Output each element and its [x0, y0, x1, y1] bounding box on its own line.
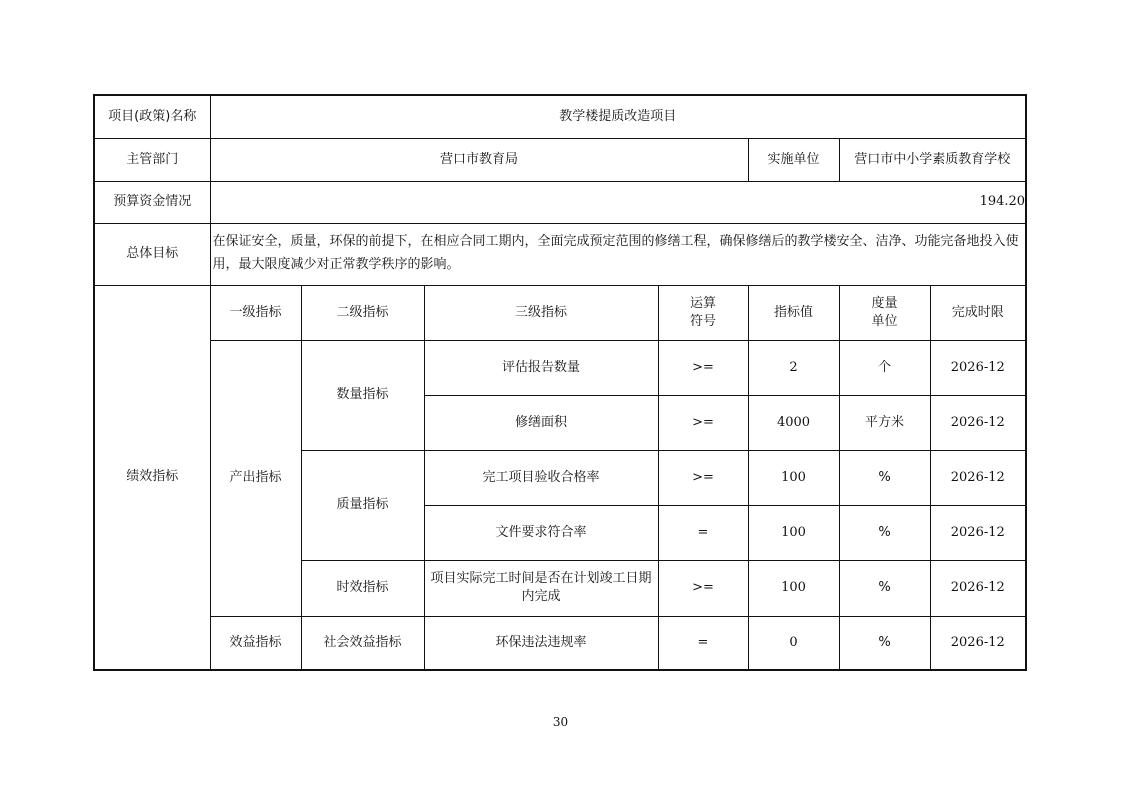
col-header-unit: 度量 单位 — [839, 285, 930, 340]
col-header-operator: 运算 符号 — [658, 285, 748, 340]
indicator-operator: = — [658, 616, 748, 670]
indicator-name: 完工项目验收合格率 — [424, 450, 658, 505]
performance-section-label: 绩效指标 — [94, 285, 210, 670]
indicator-unit: 平方米 — [839, 395, 930, 450]
col-header-level2: 二级指标 — [301, 285, 424, 340]
department-value: 营口市教育局 — [210, 138, 748, 181]
goal-value: 在保证安全，质量，环保的前提下，在相应合同工期内，全面完成预定范围的修缮工程，确保修缮后的教学楼安全、洁净、功能完备地投入使用，最大限度减少对正常教学秩序的影响。 — [210, 223, 1026, 285]
indicator-header-row — [94, 285, 1026, 340]
indicator-value: 0 — [748, 616, 839, 670]
indicator-value: 100 — [748, 560, 839, 616]
indicator-deadline: 2026-12 — [930, 450, 1026, 505]
indicator-operator: >= — [658, 340, 748, 395]
group-social: 社会效益指标 — [301, 616, 424, 670]
indicator-unit: 个 — [839, 340, 930, 395]
project-name-label: 项目(政策)名称 — [94, 95, 210, 138]
indicator-value: 2 — [748, 340, 839, 395]
table-row — [94, 616, 1026, 670]
department-label: 主管部门 — [94, 138, 210, 181]
indicator-deadline: 2026-12 — [930, 616, 1026, 670]
col-header-level3: 三级指标 — [424, 285, 658, 340]
indicator-operator: = — [658, 505, 748, 560]
indicator-operator: >= — [658, 450, 748, 505]
col-header-value: 指标值 — [748, 285, 839, 340]
implementer-value: 营口市中小学素质教育学校 — [839, 138, 1026, 181]
indicator-deadline: 2026-12 — [930, 505, 1026, 560]
indicator-name: 项目实际完工时间是否在计划竣工日期内完成 — [424, 560, 658, 616]
indicator-deadline: 2026-12 — [930, 395, 1026, 450]
indicator-deadline: 2026-12 — [930, 560, 1026, 616]
implementer-label: 实施单位 — [748, 138, 839, 181]
goal-row — [94, 223, 1026, 285]
group-quantity: 数量指标 — [301, 340, 424, 450]
group-output: 产出指标 — [210, 340, 301, 616]
indicator-unit: % — [839, 560, 930, 616]
goal-label: 总体目标 — [94, 223, 210, 285]
department-row — [94, 138, 1026, 181]
table-row — [94, 340, 1026, 395]
project-name-value: 教学楼提质改造项目 — [210, 95, 1026, 138]
indicator-operator: >= — [658, 395, 748, 450]
indicator-unit: % — [839, 616, 930, 670]
col-header-deadline: 完成时限 — [930, 285, 1026, 340]
indicator-name: 修缮面积 — [424, 395, 658, 450]
indicator-value: 100 — [748, 450, 839, 505]
group-quality: 质量指标 — [301, 450, 424, 560]
indicator-value: 100 — [748, 505, 839, 560]
budget-row — [94, 181, 1026, 223]
budget-label: 预算资金情况 — [94, 181, 210, 223]
indicator-unit: % — [839, 505, 930, 560]
indicator-name: 环保违法违规率 — [424, 616, 658, 670]
budget-value: 194.20 — [210, 181, 1026, 223]
performance-goal-table — [93, 94, 1027, 671]
col-header-level1: 一级指标 — [210, 285, 301, 340]
indicator-name: 评估报告数量 — [424, 340, 658, 395]
project-name-row — [94, 95, 1026, 138]
page-number: 30 — [552, 715, 569, 729]
group-benefit: 效益指标 — [210, 616, 301, 670]
indicator-value: 4000 — [748, 395, 839, 450]
indicator-name: 文件要求符合率 — [424, 505, 658, 560]
indicator-operator: >= — [658, 560, 748, 616]
indicator-deadline: 2026-12 — [930, 340, 1026, 395]
indicator-unit: % — [839, 450, 930, 505]
group-timeliness: 时效指标 — [301, 560, 424, 616]
